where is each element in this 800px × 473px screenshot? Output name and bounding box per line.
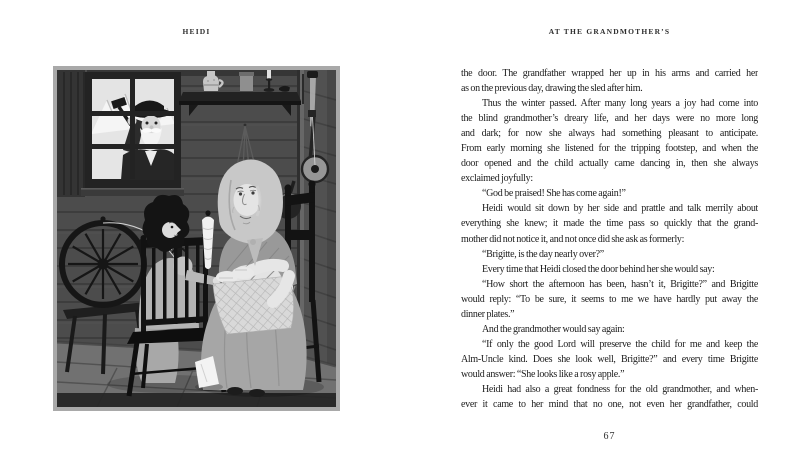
text-line: “God be praised! She has come again!” (482, 188, 626, 200)
text-column (461, 66, 758, 412)
left-running-head: HEIDI (182, 27, 211, 36)
illustration-svg (57, 70, 336, 407)
text-line: “How short the afternoon has been, hasn’t it, Brigitte?” and Brigitte (482, 278, 758, 290)
text-line: would answer: “She looks like a rosy apple.” (461, 368, 625, 380)
text-line: ever it came to her mind that no one, not even her grandfather, could (461, 399, 758, 411)
text-line: everything she knew; it made the time pass so quickly that the grand- (461, 218, 758, 230)
text-line: “If only the good Lord will preserve the child for me and keep the (482, 338, 758, 350)
text-line: Every time that Heidi closed the door behind her she would say: (482, 263, 715, 275)
text-line: would reply: “To be sure, it seems to me we have hardly put away the (461, 293, 758, 305)
text-line: Heidi had also a great fondness for the old grandmother, and when- (482, 383, 758, 395)
text-line: and dark; for now she always had something pleasant to anticipate. (461, 128, 758, 140)
illustration-plate (53, 66, 340, 411)
text-line: door opened and the child actually came dancing in, then she always (461, 158, 758, 170)
text-line: “Brigitte, is the day nearly over?” (482, 248, 604, 260)
text-line: mother did not notice it, and not once did she ask as formerly: (461, 233, 685, 245)
text-line: Alm-Uncle kind. Does she look well, Brigitte?” and every time Brigitte (461, 353, 758, 365)
text-line: Thus the winter passed. After many long years a joy had come into (482, 98, 758, 110)
text-line: exclaimed joyfully: (461, 173, 533, 185)
text-line: Heidi would sit down by her side and prattle and talk merrily about (482, 203, 758, 215)
text-line: From early morning she listened for the tripping footstep, and when the (461, 143, 758, 155)
page-number: 67 (603, 431, 616, 442)
right-running-head: AT THE GRANDMOTHER’S (548, 27, 671, 36)
text-line: dinner plates.” (461, 308, 515, 320)
text-line: the blind grandmother’s dreary life, and her days were no more long (461, 113, 758, 125)
text-line: as on the previous day, drawing the sled after him. (461, 83, 643, 95)
canister-icon (239, 72, 254, 91)
text-line: And the grandmother would say again: (482, 323, 625, 335)
window (81, 72, 184, 196)
window-shutter (57, 70, 87, 197)
text-line: the door. The grandfather wrapped her up in his arms and carried her (461, 68, 758, 79)
